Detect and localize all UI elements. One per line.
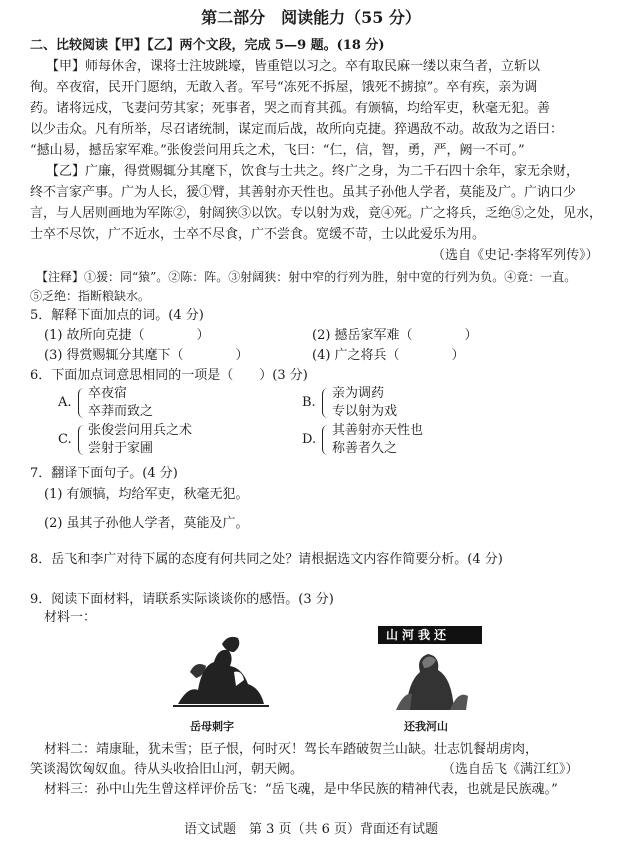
option-line: 称善者久之 (332, 441, 398, 456)
section-heading: 二、比较阅读【甲】【乙】两个文段，完成 5—9 题。(18 分) (30, 38, 385, 53)
passage-b-line: 言，与人居则画地为军陈②，射阔狭③以饮。专以射为戏，竟④死。广之将兵，乏绝⑤之处，见水， (30, 206, 603, 221)
option-letter: D. (302, 432, 317, 447)
passage-a-line: 徇。卒夜宿，民开门愿纳，无敢入者。军号“冻死不拆屋，饿死不掳掠”。卒有疾，亲为调 (30, 80, 538, 95)
passage-a-line: “撼山易，撼岳家军难。”张俊尝问用兵之术，飞曰：“仁，信，智，勇，严，阙一不可。” (30, 143, 525, 158)
option-line: 专以射为戏 (332, 404, 398, 419)
question-5-item-4: (4) 广之将兵（ ） (312, 348, 465, 363)
passage-source: （选自《史记·李将军列传》） (432, 248, 599, 263)
passage-a-line: 【甲】师每休舍，课将士注坡跳壕，皆重铠以习之。卒有取民麻一缕以束刍者，立斩以 (46, 59, 541, 74)
option-line: 张俊尝问用兵之术 (88, 423, 193, 438)
material-2-line: 笑谈渴饮匈奴血。待从头收拾旧山河，朝天阙。 (30, 762, 304, 777)
option-line: 卒莽而致之 (88, 404, 154, 419)
question-7-stem: 7．翻译下面句子。(4 分) (30, 466, 178, 481)
option-line: 其善射亦天性也 (332, 423, 424, 438)
question-5-item-2: (2) 撼岳家军难（ ） (312, 328, 478, 343)
image-1-caption: 岳母刺字 (190, 720, 234, 733)
passage-b-line: 终不言家产事。广为人长，猨①臂，其善射亦天性也。虽其子孙他人学者，莫能及广。广讷口少 (30, 185, 577, 200)
yue-mu-image (168, 626, 274, 710)
option-letter: A. (58, 395, 72, 410)
passage-b-line: 【乙】广廉，得赏赐辄分其麾下，饮食与士共之。终广之身，为二千石四十余年，家无余财， (46, 164, 580, 179)
option-line: 尝射于家圃 (88, 441, 154, 456)
question-6-stem: 6．下面加点词意思相同的一项是（ ）(3 分) (30, 368, 308, 383)
annotation-note: 【注释】①猨：同“猿”。②陈：阵。③射阔狭：射中窄的行列为胜，射中宽的行列为负。④竟：一直。 (36, 270, 577, 284)
question-9-stem: 9．阅读下面材料，请联系实际谈谈你的感悟。(3 分) (30, 592, 334, 607)
question-7-item-1: (1) 有颁犒，均给军吏，秋毫无犯。 (44, 487, 249, 502)
brace (78, 425, 84, 455)
annotation-note: ⑤乏绝：指断粮缺水。 (30, 289, 151, 303)
material-2-source: （选自岳飞《满江红》） (442, 762, 579, 777)
question-5-stem: 5．解释下面加点的词。(4 分) (30, 308, 204, 323)
option-line: 卒夜宿 (88, 386, 128, 401)
image-2-caption: 还我河山 (404, 720, 448, 733)
passage-a-line: 药。诸将远戍，飞妻问劳其家；死事者，哭之而育其孤。有颁犒，均给军吏，秋毫无犯。善 (30, 101, 551, 116)
ink-illustration-icon (168, 626, 274, 710)
brace (322, 388, 328, 418)
question-8-stem: 8．岳飞和李广对待下属的态度有何共同之处？请根据选文内容作简要分析。(4 分) (30, 552, 503, 567)
brace (322, 425, 328, 455)
question-5-item-3: (3) 得赏赐辄分其麾下（ ） (44, 348, 249, 363)
page-footer: 语文试题 第 3 页（共 6 页）背面还有试题 (183, 822, 439, 837)
material-1-label: 材料一： (44, 610, 97, 625)
question-7-item-2: (2) 虽其子孙他人学者，莫能及广。 (44, 516, 249, 531)
passage-a-line: 以少击众。凡有所举，尽召诸统制，谋定而后战，故所向克捷。猝遇敌不动。故敌为之语曰： (30, 122, 564, 137)
image-2-banner-text: 山河我还 (386, 628, 451, 642)
brace (78, 388, 84, 418)
page-title: 第二部分 阅读能力（55 分） (201, 8, 421, 27)
option-line: 亲为调药 (332, 386, 385, 401)
passage-b-line: 士卒不尽饮，广不近水，士卒不尽食，广不尝食。宽缓不苛，士以此爱乐为用。 (30, 227, 486, 242)
question-5-item-1: (1) 故所向克捷（ ） (44, 328, 210, 343)
material-2-line: 材料二：靖康耻，犹未雪；臣子恨，何时灭！驾长车踏破贺兰山缺。壮志饥餐胡虏肉， (44, 742, 539, 757)
material-3: 材料三：孙中山先生曾这样评价岳飞：“岳飞魂，是中华民族的精神代表，也就是民族魂。” (44, 782, 558, 797)
option-letter: B. (302, 395, 316, 410)
huan-wo-he-shan-image (376, 622, 484, 712)
option-letter: C. (58, 432, 72, 447)
